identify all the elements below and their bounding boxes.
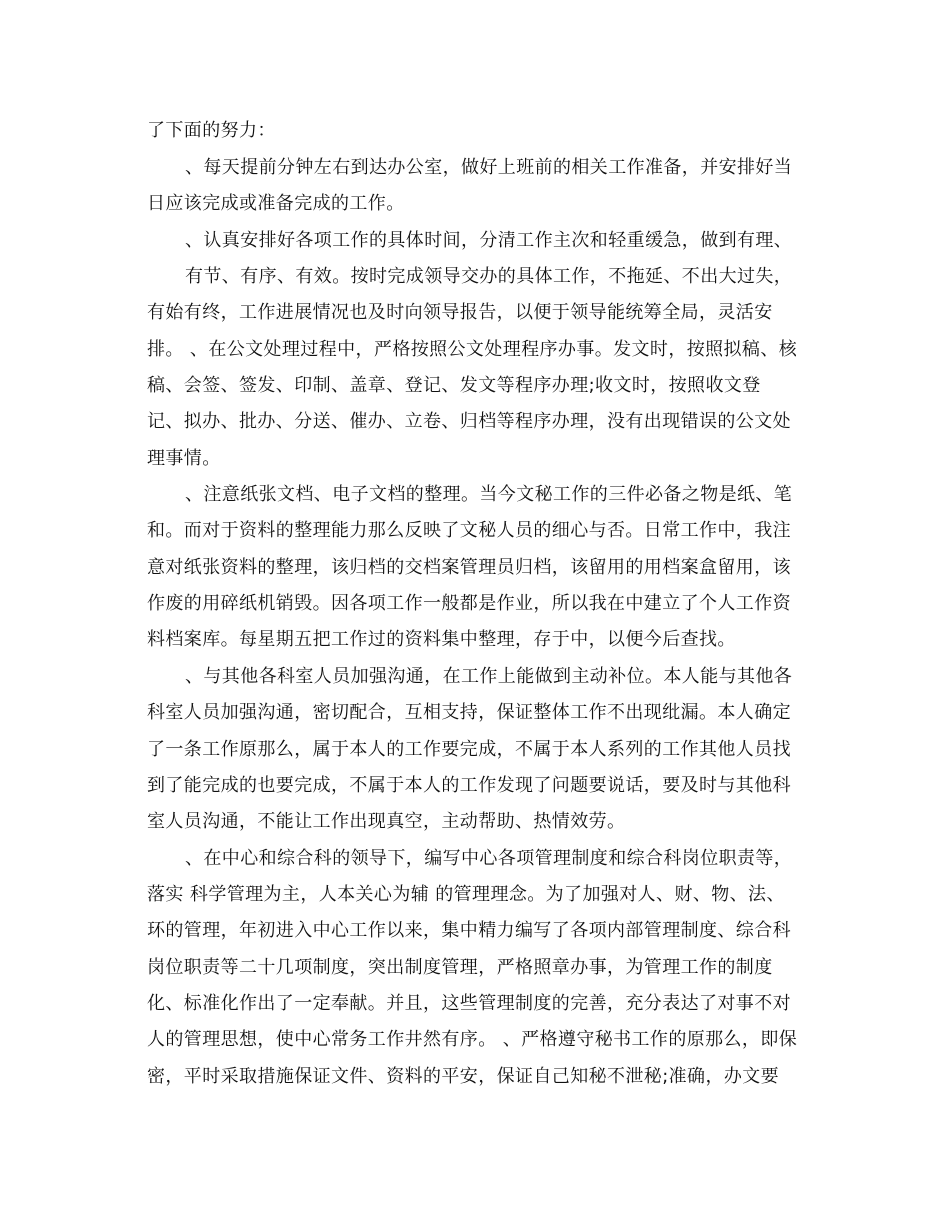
text-line: 稿、会签、签发、印制、盖章、登记、发文等程序办理;收文时，按照收文登 <box>147 375 761 396</box>
text-line: 室人员沟通，不能让工作出现真空，主动帮助、热情效劳。 <box>147 811 626 832</box>
text-line: 理事情。 <box>147 448 221 469</box>
text-line: 作废的用碎纸机销毁。因各项工作一般都是作业，所以我在中建立了个人工作资 <box>147 593 791 614</box>
text-line: 和。而对于资料的整理能力那么反映了文秘人员的细心与否。日常工作中，我注 <box>147 520 791 541</box>
text-line: 记、拟办、批办、分送、催办、立卷、归档等程序办理，没有出现错误的公文处 <box>147 411 791 432</box>
text-line: 了下面的努力： <box>147 120 276 141</box>
text-line: 密，平时采取措施保证文件、资料的平安，保证自己知秘不泄秘;准确，办文要 <box>147 1066 780 1087</box>
text-line: 意对纸张资料的整理，该归档的交档案管理员归档，该留用的用档案盒留用，该 <box>147 557 791 578</box>
text-line: 化、标准化作出了一定奉献。并且，这些管理制度的完善，充分表达了对事不对 <box>147 993 791 1014</box>
text-line: 了一条工作原那么，属于本人的工作要完成，不属于本人系列的工作其他人员找 <box>147 739 791 760</box>
text-line: 人的管理思想，使中心常务工作井然有序。 、严格遵守秘书工作的原那么，即保 <box>147 1029 798 1050</box>
text-line: 科室人员加强沟通，密切配合，互相支持，保证整体工作不出现纰漏。本人确定 <box>147 702 791 723</box>
text-line: 料档案库。每星期五把工作过的资料集中整理，存于中，以便今后查找。 <box>147 629 736 650</box>
text-line: 有节、有序、有效。按时完成领导交办的具体工作，不拖延、不出大过失， <box>185 266 793 287</box>
text-line: 、认真安排好各项工作的具体时间，分清工作主次和轻重缓急，做到有理、 <box>185 230 793 251</box>
text-line: 环的管理，年初进入中心工作以来，集中精力编写了各项内部管理制度、综合科 <box>147 920 791 941</box>
text-line: 、与其他各科室人员加强沟通，在工作上能做到主动补位。本人能与其他各 <box>185 666 793 687</box>
text-line: 排。 、在公文处理过程中，严格按照公文处理程序办事。发文时，按照拟稿、核 <box>147 339 798 360</box>
text-line: 、注意纸张文档、电子文档的整理。当今文秘工作的三件必备之物是纸、笔 <box>185 484 793 505</box>
text-line: 到了能完成的也要完成，不属于本人的工作发现了问题要说话，要及时与其他科 <box>147 775 791 796</box>
text-line: 有始有终，工作进展情况也及时向领导报告，以便于领导能统筹全局，灵活安 <box>147 302 773 323</box>
text-line: 岗位职责等二十几项制度，突出制度管理，严格照章办事，为管理工作的制度 <box>147 957 773 978</box>
text-line: 日应该完成或准备完成的工作。 <box>147 193 405 214</box>
text-line: 落实 科学管理为主，人本关心为辅 的管理理念。为了加强对人、财、物、法、 <box>147 884 785 905</box>
text-line: 、在中心和综合科的领导下，编写中心各项管理制度和综合科岗位职责等， <box>185 848 793 869</box>
text-line: 、每天提前分钟左右到达办公室，做好上班前的相关工作准备，并安排好当 <box>185 157 793 178</box>
